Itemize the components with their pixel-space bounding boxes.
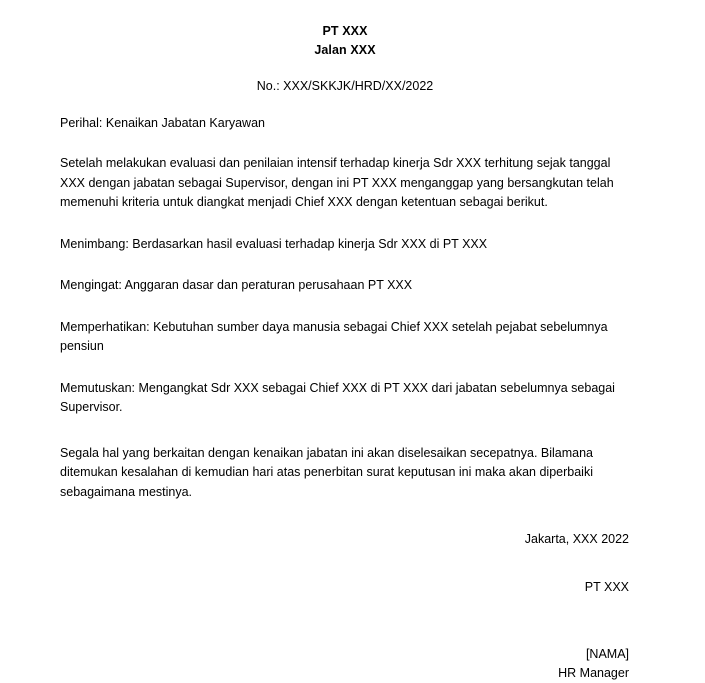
- signatory-title: HR Manager: [558, 666, 629, 680]
- intro-paragraph: Setelah melakukan evaluasi dan penilaian intensif terhadap kinerja Sdr XXX terhitung sejak tanggal XXX dengan jabatan sebagai Supervisor, dengan ini PT XXX menganggap yang bersangkutan telah memenuhi kriteria untuk diangkat menjadi Chief XXX dengan ketentuan sebagai berikut.: [60, 156, 614, 209]
- clause-memperhatikan: Memperhatikan: Kebutuhan sumber daya manusia sebagai Chief XXX setelah pejabat sebelumnya pensiun: [60, 319, 608, 353]
- signature-company: PT XXX: [584, 580, 629, 594]
- signatory-block: [60, 645, 630, 683]
- document-subject: Perihal: Kenaikan Jabatan Karyawan: [60, 116, 265, 130]
- document-number: No.: XXX/SKKJK/HRD/XX/2022: [256, 79, 434, 93]
- letterhead-address: Jalan XXX: [314, 43, 376, 57]
- closing-paragraph: Segala hal yang berkaitan dengan kenaikan jabatan ini akan diselesaikan secepatnya. Bilamana ditemukan kesalahan di kemudian hari atas penerbitan surat keputusan ini maka akan diperbaiki sebagaimana mestinya.: [60, 445, 594, 499]
- signatory-name: [NAMA]: [585, 647, 629, 661]
- clause-mengingat: Mengingat: Anggaran dasar dan peraturan perusahaan PT XXX: [60, 278, 413, 292]
- clause-memutuskan: Memutuskan: Mengangkat Sdr XXX sebagai Chief XXX di PT XXX dari jabatan sebelumnya sebagai Supervisor.: [60, 380, 615, 414]
- letterhead-company: PT XXX: [322, 24, 368, 38]
- signature-place-date: Jakarta, XXX 2022: [524, 532, 629, 546]
- clause-menimbang: Menimbang: Berdasarkan hasil evaluasi terhadap kinerja Sdr XXX di PT XXX: [60, 236, 488, 251]
- signature-block: [60, 530, 630, 597]
- letterhead: [60, 22, 630, 60]
